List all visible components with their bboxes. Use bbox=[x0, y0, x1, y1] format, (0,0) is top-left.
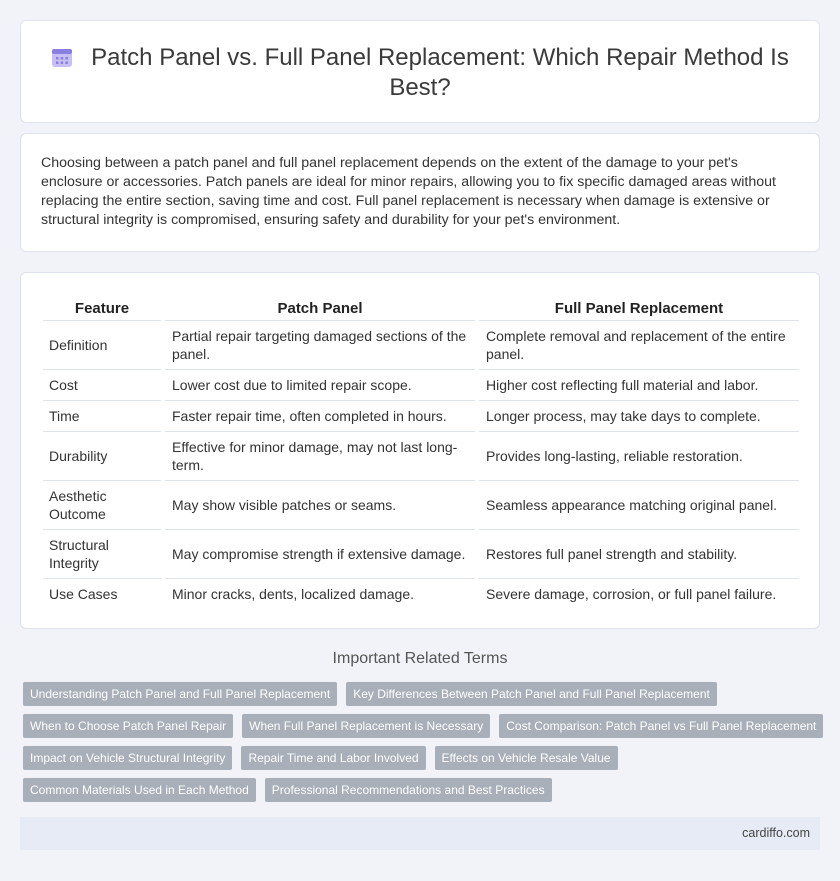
full-cell: Restores full panel strength and stability. bbox=[477, 529, 799, 578]
full-cell: Higher cost reflecting full material and labor. bbox=[477, 369, 799, 400]
footer bbox=[20, 817, 820, 850]
page-title: Patch Panel vs. Full Panel Replacement: Which Repair Method Is Best? bbox=[91, 44, 789, 101]
table-row bbox=[43, 369, 799, 400]
title-card bbox=[20, 20, 820, 123]
calendar-icon bbox=[51, 46, 73, 68]
patch-cell: Partial repair targeting damaged sections of the panel. bbox=[163, 320, 477, 369]
related-terms-tags bbox=[23, 682, 823, 810]
related-term-tag[interactable]: Professional Recommendations and Best Practices bbox=[265, 778, 552, 802]
related-term-tag[interactable]: When Full Panel Replacement is Necessary bbox=[242, 714, 490, 738]
table-row bbox=[43, 431, 799, 480]
related-term-tag[interactable]: Effects on Vehicle Resale Value bbox=[435, 746, 618, 770]
patch-cell: May compromise strength if extensive damage. bbox=[163, 529, 477, 578]
patch-cell: Minor cracks, dents, localized damage. bbox=[163, 578, 477, 609]
patch-cell: Lower cost due to limited repair scope. bbox=[163, 369, 477, 400]
tag-row bbox=[23, 746, 823, 770]
full-cell: Longer process, may take days to complete. bbox=[477, 400, 799, 431]
full-cell: Seamless appearance matching original panel. bbox=[477, 480, 799, 529]
feature-cell: Structural Integrity bbox=[43, 529, 163, 578]
related-term-tag[interactable]: Repair Time and Labor Involved bbox=[241, 746, 425, 770]
related-term-tag[interactable]: Common Materials Used in Each Method bbox=[23, 778, 256, 802]
related-term-tag[interactable]: When to Choose Patch Panel Repair bbox=[23, 714, 233, 738]
feature-cell: Use Cases bbox=[49, 585, 118, 602]
patch-cell: Faster repair time, often completed in hours. bbox=[163, 400, 477, 431]
page-title-wrap bbox=[51, 43, 789, 103]
intro-card bbox=[20, 133, 820, 252]
related-term-tag[interactable]: Cost Comparison: Patch Panel vs Full Panel Replacement bbox=[499, 714, 823, 738]
related-term-tag[interactable]: Understanding Patch Panel and Full Panel Replacement bbox=[23, 682, 337, 706]
related-terms-title: Important Related Terms bbox=[332, 650, 508, 667]
tag-row bbox=[23, 714, 823, 738]
header-feature: Feature bbox=[43, 295, 163, 320]
feature-cell: Definition bbox=[43, 320, 163, 369]
table-row bbox=[43, 320, 799, 369]
patch-cell: May show visible patches or seams. bbox=[163, 480, 477, 529]
related-term-tag[interactable]: Impact on Vehicle Structural Integrity bbox=[23, 746, 232, 770]
feature-cell: Durability bbox=[43, 431, 163, 480]
patch-cell: Effective for minor damage, may not last long-term. bbox=[163, 431, 477, 480]
tag-row bbox=[23, 778, 823, 802]
header-full-replacement: Full Panel Replacement bbox=[477, 295, 799, 320]
footer-site-link[interactable]: cardiffo.com bbox=[742, 826, 810, 840]
related-term-tag[interactable]: Key Differences Between Patch Panel and Full Panel Replacement bbox=[346, 682, 717, 706]
table-row bbox=[43, 578, 799, 609]
full-cell: Provides long-lasting, reliable restoration. bbox=[477, 431, 799, 480]
full-cell: Complete removal and replacement of the entire panel. bbox=[477, 320, 799, 369]
table-row bbox=[43, 529, 799, 578]
table-row bbox=[43, 400, 799, 431]
intro-text: Choosing between a patch panel and full panel replacement depends on the extent of the damage to your pet's enclosure or accessories. Patch panels are ideal for minor repairs, allowing you to fix specific damaged areas without replacing the entire section, saving time and cost. Full panel replacement is necessary when damage is extensive or structural integrity is compromised, ensuring safety and durability for your pet's environment. bbox=[41, 155, 776, 228]
comparison-table-card bbox=[20, 272, 820, 629]
full-cell: Severe damage, corrosion, or full panel failure. bbox=[477, 578, 799, 609]
table-row bbox=[43, 480, 799, 529]
feature-cell: Aesthetic Outcome bbox=[43, 480, 163, 529]
feature-cell: Cost bbox=[43, 369, 163, 400]
comparison-table bbox=[43, 295, 799, 609]
table-header-row bbox=[43, 295, 799, 320]
feature-cell: Time bbox=[43, 400, 163, 431]
header-patch-panel: Patch Panel bbox=[163, 295, 477, 320]
tag-row bbox=[23, 682, 823, 706]
